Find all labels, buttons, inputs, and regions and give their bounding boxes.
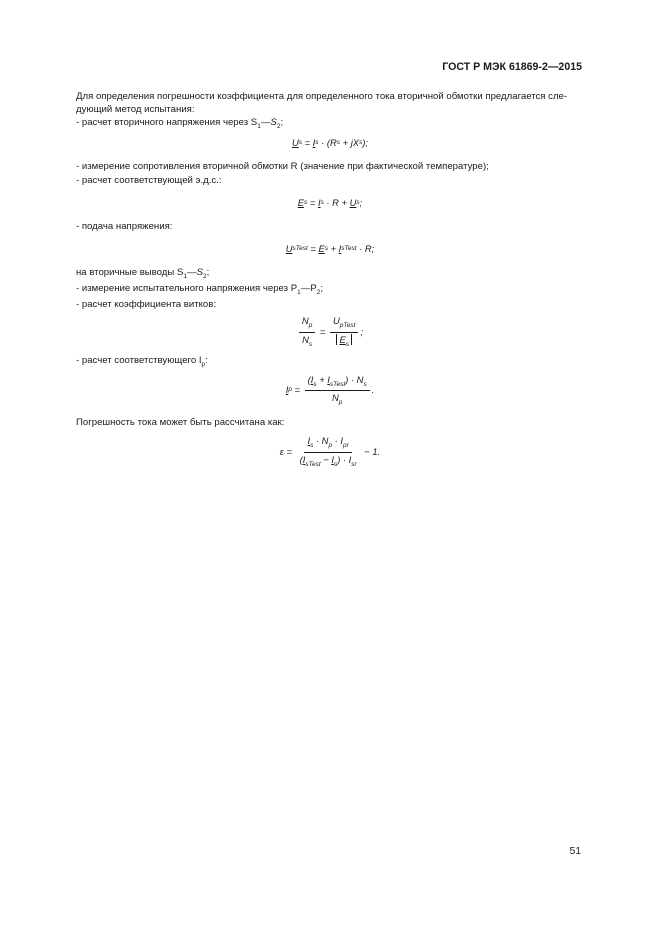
page-number: 51 bbox=[569, 846, 581, 857]
conclusion-paragraph: Погрешность тока может быть рассчитана как: bbox=[76, 417, 285, 429]
document-body bbox=[76, 90, 584, 470]
list-item: на вторичные выводы $S_1—S_2$; bbox=[76, 266, 210, 280]
list-item: - расчет вторичного напряжения через $S_1—S_2$; bbox=[76, 117, 284, 131]
list-item: - подача напряжения: bbox=[76, 220, 173, 232]
list-item: - измерение испытательного напряжения через $Р_1—Р_2$; bbox=[76, 282, 324, 296]
intro-paragraph: Для определения погрешности коэффициента для определенного тока вторичной обмотки предлагается сле- дующий метод испытания: bbox=[76, 91, 568, 116]
list-item: - расчет соответствующей э.д.с.: bbox=[76, 174, 222, 186]
formula-turns-ratio: $\frac{N_p}{N_s}$ = $\frac{U_{pTest}}{E_s}$ ; bbox=[76, 315, 584, 350]
formula-us: U s = I s · ( R s + jX s ); bbox=[291, 137, 369, 149]
formula-ustest: U sTest = E s + I sTest · R; bbox=[285, 242, 375, 254]
list-item: - измерение сопротивления вторичной обмотки R (значение при фактической температуре); bbox=[76, 161, 489, 173]
formula-es: E s = I s · R + U s ; bbox=[297, 196, 363, 208]
formula-ip: I p = $\frac{(I_s + I_{sTest}) \cdot N_s}{N_p}$ . bbox=[285, 373, 375, 407]
list-item: - расчет коэффициента витков: bbox=[76, 298, 217, 310]
list-item: - расчет соответствующего $I_p$: bbox=[76, 354, 208, 368]
document-header: ГОСТ Р МЭК 61869-2—2015 bbox=[442, 61, 582, 73]
formula-error: ε = $\frac{I_s \cdot N_p \cdot I_{pr}}{(I_{sTest} - I_s) \cdot I_{sr}}$ − 1. bbox=[279, 435, 381, 469]
